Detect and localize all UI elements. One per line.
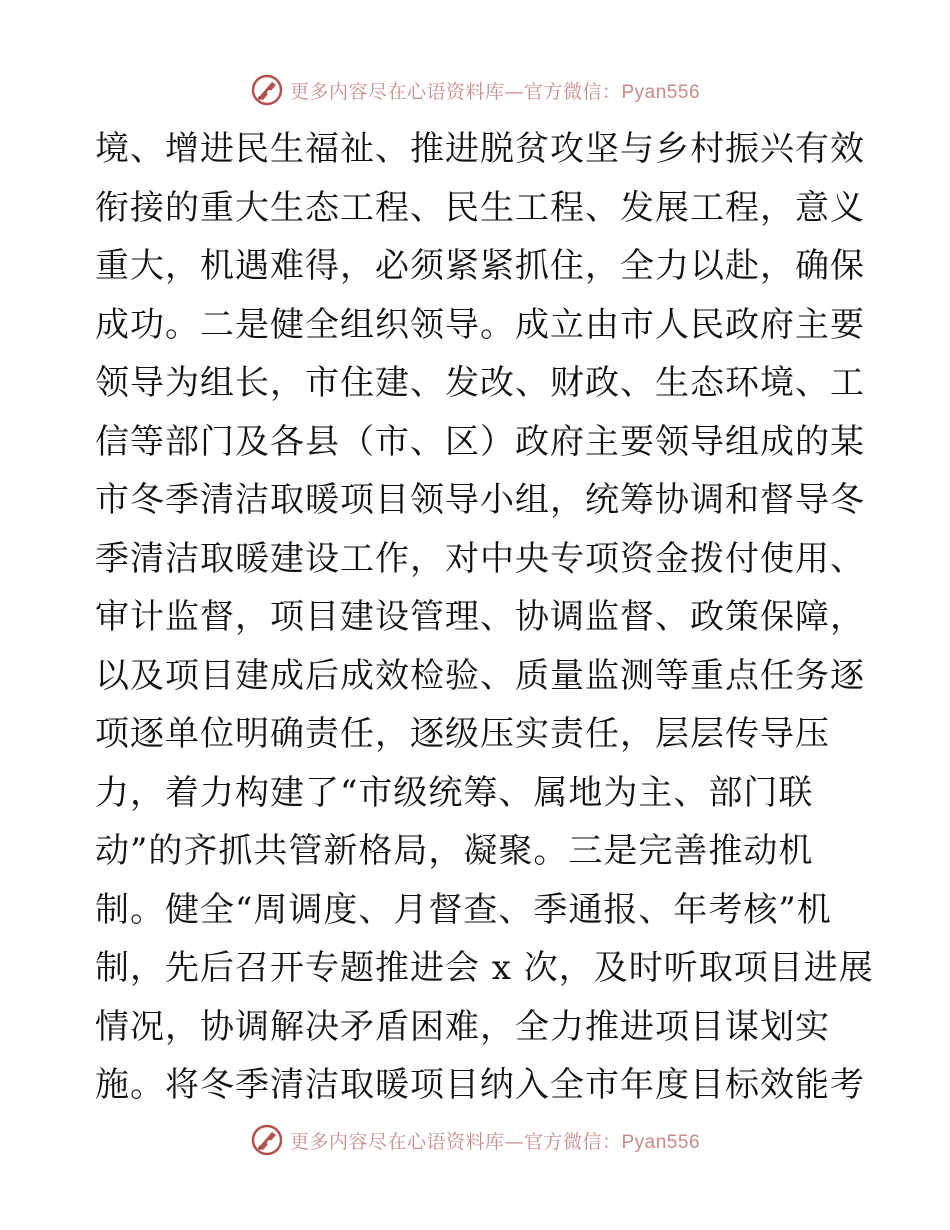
text-line: 情况，协调解决矛盾困难，全力推进项目谋划实 xyxy=(95,1006,830,1047)
text-line: 制，先后召开专题推进会 x 次，及时听取项目进展 xyxy=(95,948,874,988)
text-line: 境、增进民生福祉、推进脱贫攻坚与乡村振兴有效 xyxy=(95,129,865,169)
text-line: 信等部门及各县（市、区）政府主要领导组成的某 xyxy=(95,421,865,462)
text-line: 衔接的重大生态工程、民生工程、发展工程，意义 xyxy=(95,187,865,228)
document-body xyxy=(95,120,874,1115)
footer-watermark xyxy=(0,1120,950,1160)
watermark-text: 更多内容尽在心语资料库—官方微信：Pyan556 xyxy=(289,80,701,103)
text-line: 动”的齐抓共管新格局，凝聚。三是完善推动机 xyxy=(95,831,814,871)
logo-icon xyxy=(250,73,284,107)
header-watermark xyxy=(0,70,950,110)
text-line: 以及项目建成后成效检验、质量监测等重点任务逐 xyxy=(95,655,865,696)
text-line: 审计监督，项目建设管理、协调监督、政策保障， xyxy=(95,597,865,637)
watermark-text: 更多内容尽在心语资料库—官方微信：Pyan556 xyxy=(289,1130,701,1153)
text-line: 力，着力构建了“市级统筹、属地为主、部门联 xyxy=(95,772,814,813)
logo-icon xyxy=(250,1123,284,1157)
text-line: 季清洁取暖建设工作，对中央专项资金拨付使用、 xyxy=(95,538,865,579)
text-line: 施。将冬季清洁取暖项目纳入全市年度目标效能考 xyxy=(95,1065,865,1105)
text-line: 领导为组长，市住建、发改、财政、生态环境、工 xyxy=(95,363,865,403)
text-line: 项逐单位明确责任，逐级压实责任，层层传导压 xyxy=(95,714,830,754)
text-line: 制。健全“周调度、月督查、季通报、年考核”机 xyxy=(95,889,832,930)
text-line: 成功。二是健全组织领导。成立由市人民政府主要 xyxy=(95,304,865,345)
text-line: 重大，机遇难得，必须紧紧抓住，全力以赴，确保 xyxy=(95,246,865,286)
text-line: 市冬季清洁取暖项目领导小组，统筹协调和督导冬 xyxy=(95,480,865,520)
